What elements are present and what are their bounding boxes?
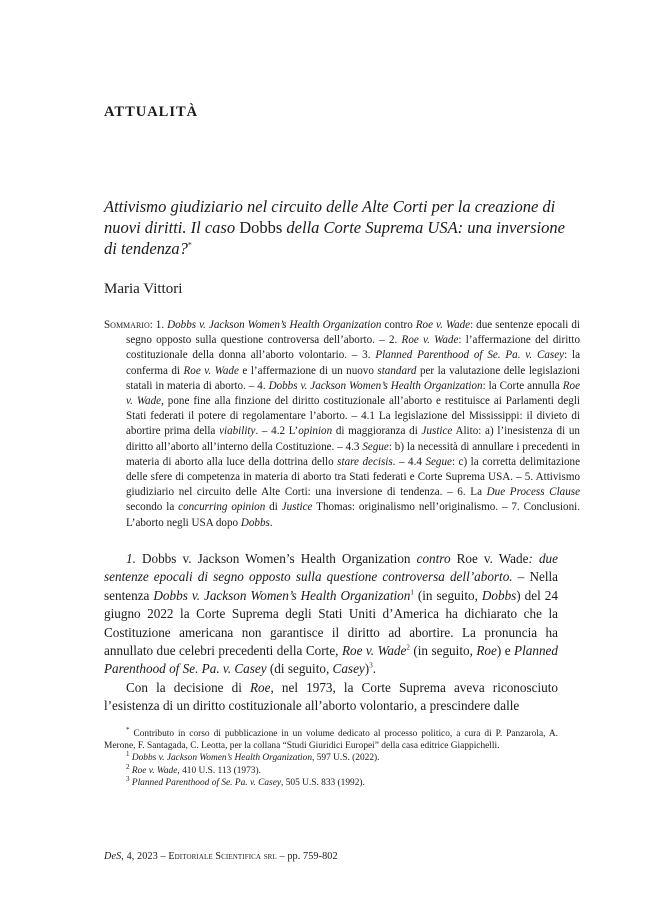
summary-case: Roe v. Wade	[415, 319, 471, 331]
summary-text: , pone fine alla finzione del diritto costituzionale all’aborto e restituisce ai Parlamenti degli Stati federati il potere di regolamentare l’aborto. – 4.1 La legislazione del Mississippi: il divieto di abortire prima della	[126, 395, 580, 438]
summary-text: : la Corte annulla	[482, 379, 563, 392]
summary-case: Dobbs v. Jackson Women’s Health Organization	[167, 319, 382, 331]
summary-case: Roe v. Wade	[401, 334, 459, 347]
title-footnote-marker: *	[187, 240, 192, 250]
footnote-ref[interactable]: 3	[369, 662, 373, 671]
case-citation: Dobbs v. Jackson Women’s Health Organization	[153, 587, 411, 603]
case-citation: Roe	[476, 643, 497, 659]
summary-text: Thomas: originalismo nell’originalismo. – 7. Conclusioni. L’aborto negli USA dopo	[126, 501, 580, 529]
footnote-marker: 3	[126, 774, 130, 783]
case-citation: Dobbs	[481, 587, 517, 603]
summary-term: viability	[219, 425, 256, 438]
body-run: (di seguito,	[266, 661, 333, 677]
summary-term: concurring opinion	[178, 501, 266, 514]
summary-text: : 1.	[149, 319, 168, 331]
body-run: , nel 1973, la Corte Suprema aveva riconosciuto l’esistenza di un diritto costituzionale all’aborto volontario, a prescindere dalle	[104, 679, 558, 714]
summary-text: Alito: a) l’inesistenza di un diritto all’aborto all’interno della Costituzione. – 4.3	[126, 425, 580, 453]
footnote-3	[104, 774, 558, 789]
footnote-1	[104, 752, 558, 764]
footnotes	[104, 725, 559, 789]
case-citation: Planned Parenthood of Se. Pa. v. Casey	[104, 643, 558, 677]
body-run: )	[364, 661, 370, 677]
title-case-name: Dobbs	[239, 218, 283, 237]
summary-text: : l’affermazione del diritto costituzionale della donna all’aborto volontario. – 3.	[126, 334, 581, 362]
footnote-text: Contributo in corso di pubblicazione in un volume dedicato al processo politico, a cura di P. Panzarola, A. Merone, F. Santagada, C. Leotta, per la collana “Studi Giuridici Europei” della casa editrice Giappichelli.	[104, 729, 559, 752]
footnote-case: Dobbs v. Jackson Women’s Health Organization	[131, 753, 313, 764]
summary-text: . – 4.4	[392, 455, 426, 468]
summary-term: Due Process Clause	[486, 486, 580, 499]
summary-text: : b) la necessità di annullare i precedenti in materia di aborto alla luce della dottrina dello	[126, 440, 580, 468]
footnote-marker: 2	[126, 762, 130, 771]
summary-text: di maggioranza di	[332, 425, 422, 438]
case-citation: Roe	[250, 679, 271, 695]
footnote-marker: *	[126, 725, 130, 734]
body-run: – Nella sentenza	[104, 569, 559, 603]
footnote-case: Planned Parenthood of Se. Pa. v. Casey	[131, 777, 282, 788]
body-run: Con la decisione di	[126, 679, 250, 695]
summary-text: .	[269, 516, 273, 529]
title-part-2: della Corte Suprema USA: una inversione di tendenza?	[104, 218, 565, 258]
page-range: – pp. 759-802	[276, 851, 338, 862]
journal-issue: , 4, 2023 –	[121, 851, 169, 862]
section-heading-text: : due sentenze epocali di segno opposto sulla questione controversa dell’aborto.	[104, 551, 558, 585]
footnote-ref[interactable]: 1	[410, 588, 414, 597]
summary-text: : c) la corretta delimitazione delle sfere di competenza in materia di aborto tra Stati federati e Corte Suprema USA. – 5. Attivismo giudiziario nel circuito delle Alte Corti: una inversione di tendenza. – 6. La	[126, 455, 580, 499]
footnote-citation: , 410 U.S. 113 (1973).	[177, 765, 261, 776]
title-part-1: Attivismo giudiziario nel circuito delle Alte Corti per la creazione di nuovi diritti. Il caso	[104, 197, 556, 237]
paragraph-2	[104, 679, 558, 716]
summary-term: opinion	[298, 425, 333, 438]
summary-case: Dobbs	[240, 516, 270, 529]
summary-case: Roe v. Wade	[126, 379, 580, 408]
journal-name: DeS	[104, 851, 122, 862]
footnote-citation: , 597 U.S. (2022).	[312, 753, 380, 764]
body-run: (in seguito,	[409, 643, 477, 659]
footnote-citation: , 505 U.S. 833 (1992).	[281, 777, 365, 788]
body-run: .	[372, 661, 376, 677]
summary-term: standard	[377, 364, 417, 377]
summary-case: Planned Parenthood of Se. Pa. v. Casey	[375, 349, 565, 362]
summary-text: secondo la	[126, 501, 179, 514]
summary-text: : due sentenze epocali di segno opposto sulla questione controversa dell’aborto. – 2.	[126, 319, 581, 347]
author-name: Maria Vittori	[104, 281, 183, 297]
summary-term: Segue	[362, 440, 389, 453]
footnote-case: Roe v. Wade	[131, 765, 178, 776]
section-heading-case: Roe v. Wade	[450, 551, 529, 566]
footnote-marker: 1	[126, 750, 130, 759]
body-run: ) e	[496, 643, 515, 659]
section-heading-case: Dobbs v. Jackson Women’s Health Organization	[135, 551, 417, 566]
section-heading-text: contro	[416, 551, 451, 566]
summary-text: contro	[381, 319, 416, 331]
footnote-star	[104, 725, 559, 752]
summary-term: Justice	[281, 501, 313, 514]
summary-text: di	[265, 501, 282, 514]
summary-text: e l’affermazione di un nuovo	[238, 364, 378, 377]
summary-term: Justice	[421, 425, 453, 438]
summary-label: Sommario	[104, 319, 150, 331]
case-citation: Roe v. Wade	[341, 643, 407, 659]
summary-term: stare decisis	[337, 455, 393, 468]
publisher-name: Editoriale Scientifica srl	[168, 851, 277, 862]
table-of-contents-summary	[104, 318, 580, 531]
footnote-2	[104, 762, 558, 777]
paragraph-1	[104, 550, 558, 679]
body-run: ) del 24 giugno 2022 la Corte Suprema degli Stati Uniti d’America ha dichiarato che la Costituzione americana non garantisce il diritto ad abortire. La pronuncia ha annullato due celebri precedenti della Corte,	[104, 587, 558, 659]
body-run: (in seguito,	[413, 587, 482, 603]
summary-term: Segue	[425, 455, 452, 468]
summary-case: Dobbs v. Jackson Women’s Health Organization	[268, 379, 483, 392]
page-footer	[104, 851, 338, 862]
summary-text: . – 4.2 L’	[255, 425, 299, 438]
body-text	[104, 550, 558, 716]
case-citation: Casey	[332, 661, 365, 677]
summary-text: : la conferma di	[126, 349, 580, 377]
summary-case: Roe v. Wade	[183, 364, 239, 377]
article-title	[104, 196, 574, 259]
summary-text: per la valutazione delle legislazioni statali in materia di aborto. – 4.	[126, 364, 580, 392]
section-label: ATTUALITÀ	[104, 104, 199, 120]
section-number: 1.	[126, 551, 136, 566]
footnote-ref[interactable]: 2	[406, 643, 410, 652]
